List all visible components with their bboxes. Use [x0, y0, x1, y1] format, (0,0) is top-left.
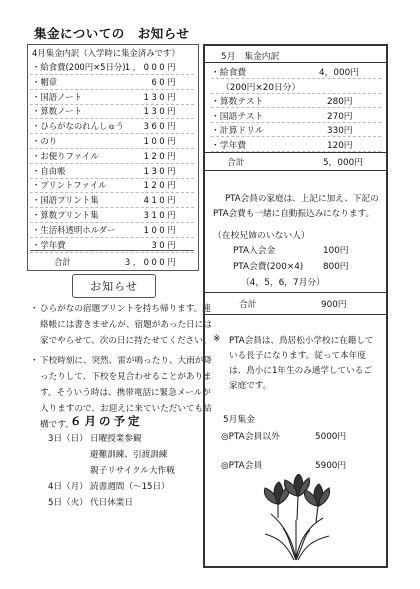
may-collection-title: 5月集金: [223, 415, 255, 425]
schedule-date: 4日（月）: [48, 482, 88, 492]
schedule-event: 代日休業日: [90, 498, 133, 508]
bullet-mark: ・: [30, 304, 39, 314]
pta-dues-amount: 800円: [323, 262, 349, 272]
fee-item-label: ・自由帳: [32, 165, 66, 176]
pta-entry-label: PTA入会金: [233, 246, 276, 256]
fee-item-label: ・国語プリント集: [32, 195, 99, 206]
fee-item-amount: 100円: [143, 224, 178, 235]
fee-item-amount: 120円: [143, 180, 178, 191]
schedule-event: 避難訓練、引渡訓練: [90, 450, 168, 460]
divider: [205, 152, 386, 153]
iris-flower-icon: [253, 474, 339, 562]
non-member-label: ◎PTA会員以外: [221, 432, 280, 442]
divider: [205, 170, 386, 171]
schedule-event: 親子リサイクル大作戦: [90, 466, 175, 476]
pta-total-amount: 900円: [321, 300, 347, 310]
fee-item-amount: 130円: [143, 165, 178, 176]
may-fee-amount: 280円: [327, 97, 353, 107]
total-divider: [30, 250, 194, 251]
may-fee-box: [203, 44, 388, 568]
schedule-event: 読書週間（～15日）: [90, 482, 170, 492]
fee-item-amount: 360円: [143, 121, 178, 132]
fee-item-label: ・帽章: [32, 76, 58, 87]
fee-item-label: ・算数プリント集: [32, 210, 99, 220]
pta-months: （4，5，6，7月分）: [241, 278, 325, 288]
fee-item-label: ・のり: [32, 136, 58, 146]
fee-item-amount: 100円: [143, 136, 178, 146]
may-fee-amount: 4，000円: [319, 68, 359, 78]
pta-entry-amount: 100円: [323, 246, 349, 256]
april-total-amount: 3，000円: [124, 257, 178, 267]
divider: [205, 292, 386, 293]
may-fee-amount: 120円: [327, 140, 353, 151]
june-schedule-title: ６月の予定: [70, 414, 143, 428]
notice-paragraph: [30, 301, 212, 349]
april-total-label: 合計: [54, 257, 71, 267]
april-fee-header: 4月集金内訳（入学時に集金済みです）: [32, 48, 180, 58]
may-fee-label: ・計算ドリル: [211, 126, 264, 136]
divider: [205, 314, 386, 315]
fee-item-amount: 410円: [143, 195, 178, 206]
notice-heading: お知らせ: [72, 274, 156, 298]
april-fee-table: [27, 44, 199, 271]
fee-notice-title: 集金についての お知らせ: [34, 26, 190, 41]
fee-item-amount: 120円: [143, 150, 178, 161]
schedule-date: 5日（火）: [48, 498, 88, 508]
fee-item-label: ・学年費: [32, 239, 66, 250]
sibling-condition: （在校兄姉のいない人）: [213, 231, 310, 241]
schedule-event: 日曜授業参観: [90, 434, 142, 444]
may-fee-label: ・給食費: [211, 68, 247, 78]
member-amount: 5900円: [315, 461, 347, 471]
row-separator: [30, 252, 194, 253]
fee-item-label: ・国語ノート: [32, 91, 82, 102]
may-fee-label: ・算数テスト: [211, 97, 264, 107]
may-fee-amount: 330円: [327, 126, 353, 136]
may-fee-amount: 270円: [327, 111, 353, 122]
fee-item-label: ・算数ノート: [32, 106, 82, 117]
may-fee-label: （200円×20日分）: [221, 82, 301, 93]
pta-member-note: PTA会員は、鳥居松小学校に在籍している長子になります。従って本年度は、鳥小に1年生のみ通学しているご家庭です。: [229, 336, 374, 391]
fee-item-amount: 60円: [151, 76, 178, 87]
pta-dues-label: PTA会費(200×4): [233, 262, 304, 272]
note-mark: ※: [213, 334, 221, 344]
divider: [205, 62, 386, 63]
schedule-date: 3日（日）: [48, 434, 88, 444]
fee-item-label: ・生活科透明ホルダー: [32, 224, 116, 235]
fee-item-label: ・プリントファイル: [32, 180, 107, 191]
notice-text: ひらがなの宿題プリントを持ち帰ります。連絡帳には書きませんが、宿題があった日には家でやらせて、次の日に持たせてください。: [40, 304, 212, 346]
may-total-amount: 5，000円: [323, 158, 363, 168]
may-total-label: 合計: [227, 158, 245, 168]
fee-item-label: ・ひらがなのれんしゅう: [32, 121, 125, 132]
may-fee-label: ・学年費: [211, 140, 247, 151]
fee-item-amount: 30円: [151, 239, 178, 250]
fee-item-label: ・給食費(200円×5日分): [32, 62, 126, 72]
fee-item-label: ・お便りファイル: [32, 150, 99, 161]
non-member-amount: 5000円: [315, 432, 347, 442]
fee-item-amount: 130円: [143, 91, 178, 102]
fee-item-amount: 130円: [143, 106, 178, 117]
member-label: ◎PTA会員: [221, 461, 263, 471]
fee-item-amount: 310円: [143, 210, 178, 220]
may-fee-title: 5月 集金内訳: [221, 52, 280, 62]
pta-total-label: 合計: [239, 300, 257, 310]
bullet-mark: ・: [30, 356, 39, 366]
notice-text: 下校時刻に、突然、雷が鳴ったり、大雨が降ったりして、下校を見合わせることがあります。そういう時は、携帯電話に緊急メールが入りますので、お迎えに来ていただいても結構です。: [40, 356, 212, 430]
may-fee-label: ・国語テスト: [211, 111, 264, 122]
pta-fee-note: PTA会員の家庭は、上記に加え、下記のPTA会費も一緒に自動振込みになります。: [213, 194, 379, 219]
fee-item-amount: 1，000円: [124, 62, 178, 72]
